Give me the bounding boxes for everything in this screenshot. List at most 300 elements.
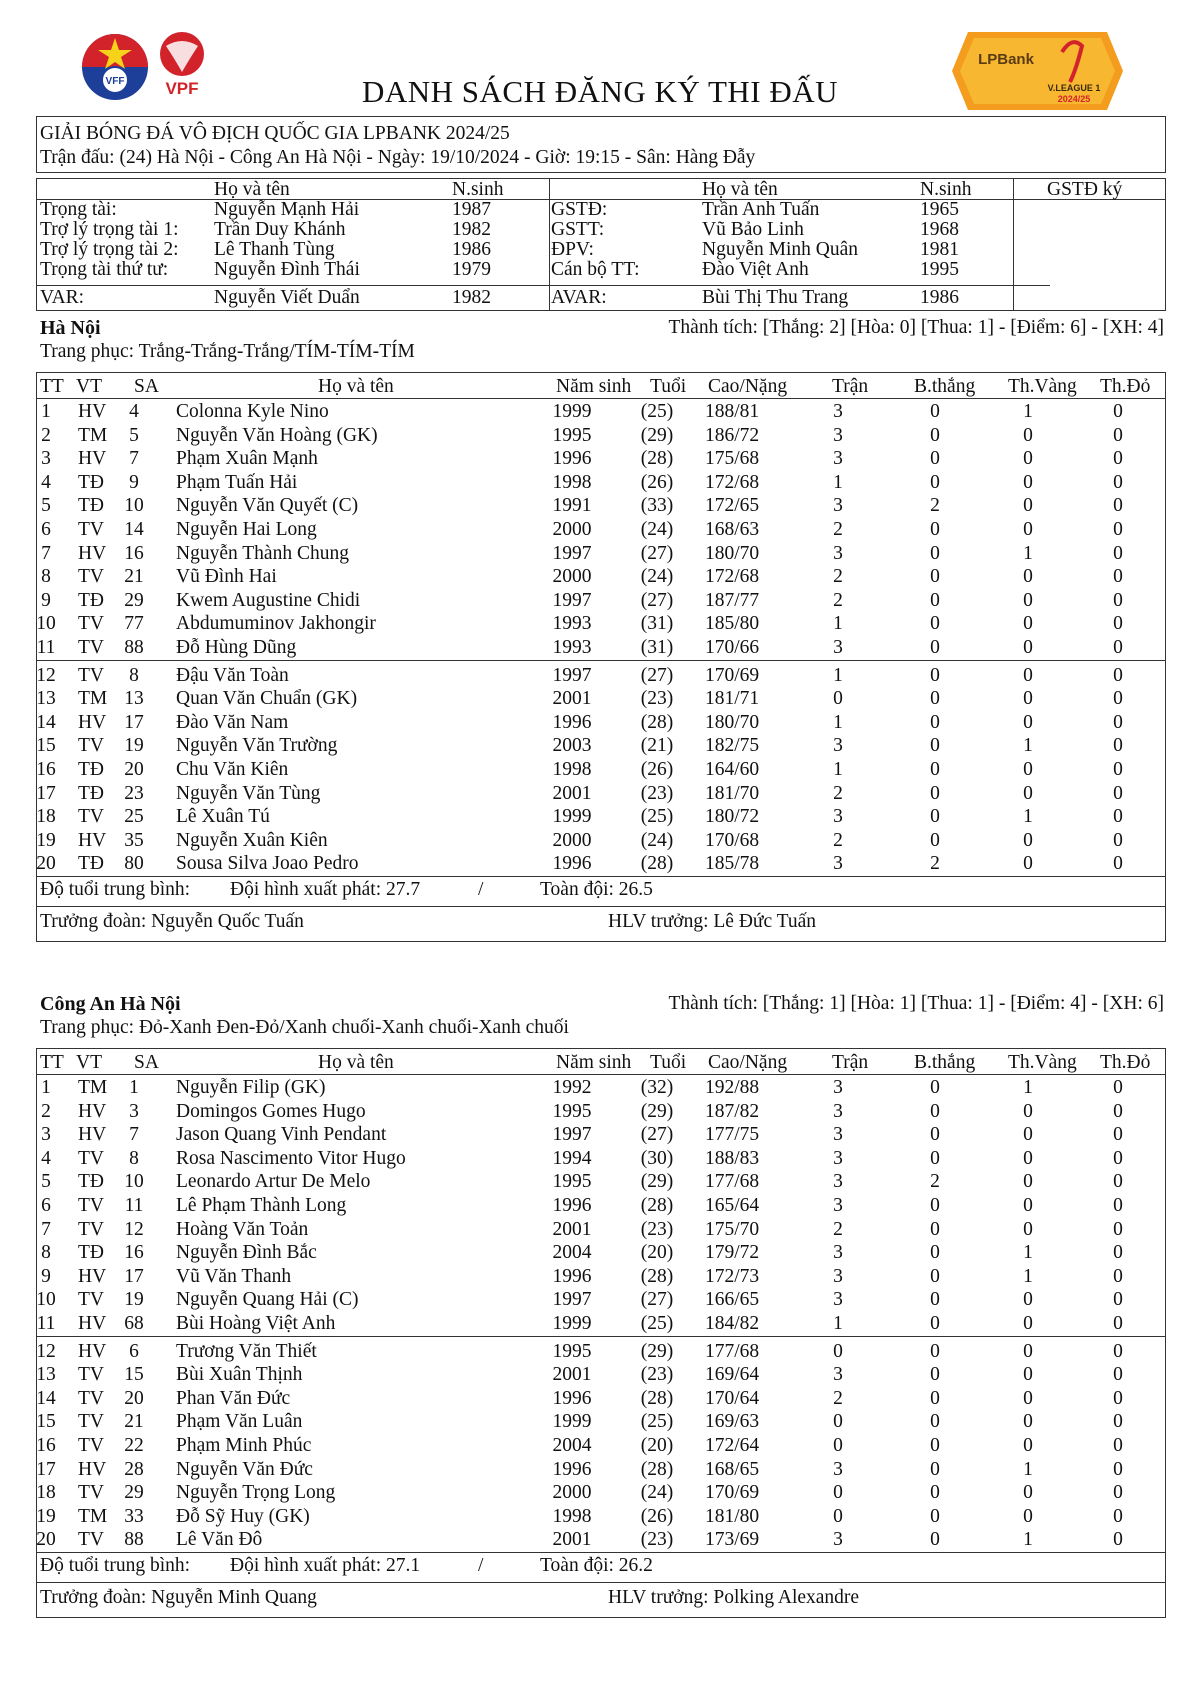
player-cell: (32) xyxy=(640,1077,674,1098)
player-cell: (25) xyxy=(640,401,674,422)
player-cell: 168/63 xyxy=(705,519,760,540)
player-cell: 1996 xyxy=(552,1265,592,1287)
player-cell: 1995 xyxy=(552,424,592,446)
player-cell: 0 xyxy=(1113,448,1123,470)
player-cell: 2004 xyxy=(552,1435,592,1456)
player-cell: 1 xyxy=(833,471,843,493)
official-name: Nguyễn Đình Thái xyxy=(214,259,360,280)
match-details: Trận đấu: (24) Hà Nội - Công An Hà Nội - Ngày: 19/10/2024 - Giờ: 19:15 - Sân: Hàng Đẫy xyxy=(40,147,756,168)
player-cell: Sousa Silva Joao Pedro xyxy=(176,853,359,875)
player-cell: TĐ xyxy=(78,495,104,517)
player-cell: 0 xyxy=(833,1340,843,1362)
player-cell: (29) xyxy=(640,1340,674,1362)
player-cell: 185/80 xyxy=(705,613,760,635)
player-cell: 0 xyxy=(1113,1387,1123,1409)
player-cell: 3 xyxy=(129,1100,139,1122)
player-cell: 9 xyxy=(129,471,139,493)
player-cell: 2001 xyxy=(552,782,592,804)
player-cell: Nguyễn Văn Tùng xyxy=(176,782,321,804)
player-cell: 173/69 xyxy=(705,1529,760,1551)
player-row xyxy=(0,1100,1180,1124)
player-row xyxy=(0,664,1180,688)
team-name: Hà Nội xyxy=(40,317,101,339)
player-cell: (27) xyxy=(640,1124,674,1146)
player-cell: 0 xyxy=(930,711,940,733)
player-cell: (20) xyxy=(640,1435,674,1456)
official-name: Vũ Bảo Linh xyxy=(702,219,804,240)
player-cell: 172/64 xyxy=(705,1435,760,1456)
player-cell: 2001 xyxy=(552,1364,592,1386)
player-row xyxy=(0,1410,1180,1434)
player-cell: HV xyxy=(78,1124,107,1146)
player-row xyxy=(0,1340,1180,1364)
official-year: 1965 xyxy=(920,199,959,220)
player-cell: (33) xyxy=(640,495,674,517)
player-cell: 2000 xyxy=(552,829,592,851)
player-cell: 0 xyxy=(930,1147,940,1169)
official-year: 1995 xyxy=(920,259,959,280)
player-row xyxy=(0,447,1180,471)
player-cell: TM xyxy=(78,688,108,710)
player-cell: 0 xyxy=(1113,1100,1123,1122)
column-header: Tuổi xyxy=(650,1052,687,1073)
player-cell: 2001 xyxy=(552,1218,592,1240)
player-cell: 15 xyxy=(36,1411,56,1433)
official-name: Bùi Thị Thu Trang xyxy=(702,287,849,308)
player-cell: 0 xyxy=(1023,1289,1033,1311)
player-cell: (31) xyxy=(640,613,674,635)
player-cell: Nguyễn Hai Long xyxy=(176,519,317,540)
player-cell: 1997 xyxy=(552,1289,592,1311)
player-cell: 3 xyxy=(833,1171,843,1193)
player-cell: 0 xyxy=(930,1482,940,1504)
player-cell: 0 xyxy=(1023,759,1033,780)
player-row xyxy=(0,1288,1180,1312)
officials-col-sign: GSTĐ ký xyxy=(1047,179,1123,200)
player-cell: (23) xyxy=(640,782,674,804)
player-cell: 175/68 xyxy=(705,448,760,470)
player-cell: 9 xyxy=(41,1265,51,1287)
player-cell: 0 xyxy=(1113,1364,1123,1386)
column-header: B.thắng xyxy=(914,376,976,397)
player-cell: Đỗ Hùng Dũng xyxy=(176,637,297,658)
player-cell: (28) xyxy=(640,711,674,733)
player-cell: 168/65 xyxy=(705,1458,760,1480)
player-cell: 88 xyxy=(124,637,144,658)
column-header: Th.Vàng xyxy=(1008,376,1077,397)
player-cell: 21 xyxy=(124,1411,144,1433)
player-cell: 8 xyxy=(129,1147,139,1169)
player-cell: 12 xyxy=(36,664,56,686)
player-cell: 0 xyxy=(930,1077,940,1098)
player-cell: 1998 xyxy=(552,471,592,493)
player-cell: 2 xyxy=(833,566,843,588)
player-cell: 1999 xyxy=(552,806,592,828)
official-role: ĐPV: xyxy=(551,239,594,260)
player-cell: 0 xyxy=(930,589,940,611)
player-cell: (29) xyxy=(640,1100,674,1122)
player-row xyxy=(0,1194,1180,1218)
player-cell: 0 xyxy=(1113,664,1123,686)
player-cell: TV xyxy=(78,1147,104,1169)
player-cell: 1997 xyxy=(552,1124,592,1146)
player-cell: (23) xyxy=(640,688,674,710)
player-cell: TV xyxy=(78,1364,104,1386)
player-row xyxy=(0,734,1180,758)
player-cell: 3 xyxy=(833,1195,843,1216)
player-row xyxy=(0,565,1180,589)
avg-age-starting: Đội hình xuất phát: 27.1 xyxy=(230,1555,421,1576)
player-cell: (25) xyxy=(640,1313,674,1334)
page-title: DANH SÁCH ĐĂNG KÝ THI ĐẤU xyxy=(361,74,839,109)
column-header: TT xyxy=(40,376,64,397)
player-cell: 1999 xyxy=(552,1313,592,1334)
player-cell: 4 xyxy=(41,471,51,493)
official-role: Cán bộ TT: xyxy=(551,259,640,280)
player-cell: 0 xyxy=(1113,613,1123,635)
player-cell: (28) xyxy=(640,448,674,470)
player-cell: 0 xyxy=(930,1124,940,1146)
player-cell: 0 xyxy=(930,782,940,804)
player-cell: 0 xyxy=(1023,1387,1033,1409)
column-header: Cao/Nặng xyxy=(708,1052,788,1073)
player-cell: Domingos Gomes Hugo xyxy=(176,1100,366,1122)
player-cell: (26) xyxy=(640,471,674,493)
player-cell: 10 xyxy=(36,1289,56,1311)
player-row xyxy=(0,1481,1180,1505)
team-section xyxy=(0,318,1200,978)
player-cell: 3 xyxy=(41,1124,51,1146)
player-cell: 0 xyxy=(1113,1458,1123,1480)
player-cell: 0 xyxy=(1113,1529,1123,1551)
player-cell: TM xyxy=(78,1505,108,1527)
player-cell: 0 xyxy=(1023,1147,1033,1169)
player-cell: 80 xyxy=(124,853,144,875)
svg-text:2024/25: 2024/25 xyxy=(1057,94,1091,104)
player-cell: 16 xyxy=(36,1435,56,1456)
player-cell: HV xyxy=(78,1340,107,1362)
player-cell: 18 xyxy=(36,1482,56,1504)
player-cell: 2004 xyxy=(552,1242,592,1264)
player-cell: 19 xyxy=(36,829,56,851)
player-cell: 0 xyxy=(930,806,940,828)
player-cell: 1999 xyxy=(552,401,592,422)
official-name: Lê Thanh Tùng xyxy=(214,239,335,260)
player-cell: 0 xyxy=(930,829,940,851)
player-cell: 3 xyxy=(833,1265,843,1287)
player-cell: 1 xyxy=(1023,401,1033,422)
player-cell: (28) xyxy=(640,1458,674,1480)
player-cell: Phạm Tuấn Hải xyxy=(176,471,298,493)
player-cell: 1 xyxy=(1023,542,1033,564)
player-cell: 0 xyxy=(1023,1482,1033,1504)
avg-age-label: Độ tuổi trung bình: xyxy=(40,1555,191,1576)
player-cell: 180/72 xyxy=(705,806,760,828)
player-cell: Colonna Kyle Nino xyxy=(176,401,329,422)
player-cell: 182/75 xyxy=(705,735,760,757)
player-cell: 10 xyxy=(36,613,56,635)
player-cell: 2 xyxy=(833,519,843,540)
column-header: Tuổi xyxy=(650,376,687,397)
player-cell: 0 xyxy=(930,1218,940,1240)
player-row xyxy=(0,542,1180,566)
player-row xyxy=(0,1387,1180,1411)
player-cell: Phạm Văn Luân xyxy=(176,1411,303,1433)
player-cell: TV xyxy=(78,1289,104,1311)
player-cell: 2 xyxy=(41,1100,51,1122)
player-cell: 0 xyxy=(1113,711,1123,733)
official-name: Đào Việt Anh xyxy=(702,259,809,280)
player-cell: 0 xyxy=(1023,1195,1033,1216)
official-name: Nguyễn Mạnh Hải xyxy=(214,199,360,220)
official-role: Trọng tài thứ tư: xyxy=(40,259,169,280)
player-cell: (31) xyxy=(640,637,674,658)
player-cell: 28 xyxy=(124,1458,144,1480)
head-coach: HLV trưởng: Polking Alexandre xyxy=(608,1587,860,1608)
player-cell: 1 xyxy=(833,759,843,780)
player-cell: 7 xyxy=(41,1218,51,1240)
player-cell: 0 xyxy=(1113,589,1123,611)
player-cell: 0 xyxy=(1023,424,1033,446)
player-cell: Trương Văn Thiết xyxy=(176,1340,317,1362)
player-cell: 18 xyxy=(36,806,56,828)
player-cell: 1995 xyxy=(552,1340,592,1362)
player-cell: 180/70 xyxy=(705,542,760,564)
player-cell: 20 xyxy=(36,853,56,875)
player-cell: 3 xyxy=(833,1077,843,1098)
player-cell: 17 xyxy=(124,711,144,733)
official-role: Trọng tài: xyxy=(40,199,117,220)
player-cell: 0 xyxy=(1023,1340,1033,1362)
official-year: 1979 xyxy=(452,259,491,280)
player-cell: 0 xyxy=(1023,637,1033,658)
player-row xyxy=(0,494,1180,518)
player-cell: (27) xyxy=(640,589,674,611)
player-cell: 1997 xyxy=(552,664,592,686)
avg-age-label: Độ tuổi trung bình: xyxy=(40,879,191,900)
player-cell: (29) xyxy=(640,1171,674,1193)
player-cell: 177/75 xyxy=(705,1124,760,1146)
player-cell: 170/68 xyxy=(705,829,760,851)
player-cell: 172/68 xyxy=(705,471,760,493)
player-cell: 181/70 xyxy=(705,782,760,804)
player-cell: 14 xyxy=(36,1387,56,1409)
player-cell: 1 xyxy=(833,664,843,686)
player-cell: 77 xyxy=(124,613,144,635)
official-year: 1982 xyxy=(452,219,491,240)
player-cell: (20) xyxy=(640,1242,674,1264)
player-cell: 1998 xyxy=(552,1505,592,1527)
player-cell: 0 xyxy=(1113,688,1123,710)
player-cell: 1997 xyxy=(552,542,592,564)
player-cell: Nguyễn Văn Trường xyxy=(176,735,338,757)
player-cell: 1996 xyxy=(552,1387,592,1409)
player-cell: 7 xyxy=(129,448,139,470)
team-kit: Trang phục: Trắng-Trắng-Trắng/TÍM-TÍM-TÍM xyxy=(40,341,415,362)
player-cell: 2 xyxy=(833,829,843,851)
player-row xyxy=(0,518,1180,542)
player-cell: 1999 xyxy=(552,1411,592,1433)
player-cell: 11 xyxy=(124,1195,144,1216)
player-cell: 0 xyxy=(1113,1313,1123,1334)
player-cell: 0 xyxy=(1023,1411,1033,1433)
official-year: 1986 xyxy=(920,287,959,308)
player-row xyxy=(0,1170,1180,1194)
player-cell: 3 xyxy=(833,1458,843,1480)
player-cell: 14 xyxy=(36,711,56,733)
player-cell: Nguyễn Trọng Long xyxy=(176,1482,336,1504)
official-year: 1987 xyxy=(452,199,491,220)
player-cell: 188/81 xyxy=(705,401,760,422)
player-cell: 4 xyxy=(41,1147,51,1169)
player-cell: TV xyxy=(78,735,104,757)
player-row xyxy=(0,1458,1180,1482)
player-cell: Jason Quang Vinh Pendant xyxy=(176,1124,387,1146)
player-cell: Lê Phạm Thành Long xyxy=(176,1195,347,1216)
player-cell: HV xyxy=(78,829,107,851)
player-cell: 10 xyxy=(124,495,144,517)
player-cell: TV xyxy=(78,1411,104,1433)
official-year: 1981 xyxy=(920,239,959,260)
player-cell: (26) xyxy=(640,1505,674,1527)
player-cell: 15 xyxy=(36,735,56,757)
player-cell: 3 xyxy=(833,637,843,658)
player-cell: 1 xyxy=(41,1077,51,1098)
player-cell: Phạm Xuân Mạnh xyxy=(176,448,318,470)
player-cell: Abdumuminov Jakhongir xyxy=(176,613,376,635)
player-cell: 15 xyxy=(124,1364,144,1386)
official-year: 1982 xyxy=(452,287,491,308)
player-cell: 20 xyxy=(36,1529,56,1551)
player-cell: 1 xyxy=(1023,1458,1033,1480)
player-cell: 0 xyxy=(1023,471,1033,493)
player-cell: HV xyxy=(78,448,107,470)
player-cell: Nguyễn Văn Đức xyxy=(176,1458,313,1480)
player-cell: 20 xyxy=(124,1387,144,1409)
player-cell: 0 xyxy=(930,1100,940,1122)
player-row xyxy=(0,400,1180,424)
player-cell: 3 xyxy=(833,1242,843,1264)
player-cell: 16 xyxy=(124,542,144,564)
team-manager: Trưởng đoàn: Nguyễn Quốc Tuấn xyxy=(40,911,304,932)
player-cell: 0 xyxy=(1113,1077,1123,1098)
player-cell: 1998 xyxy=(552,759,592,780)
player-cell: (27) xyxy=(640,1289,674,1311)
player-cell: 187/77 xyxy=(705,589,760,611)
avg-age-starting: Đội hình xuất phát: 27.7 xyxy=(230,879,421,900)
player-cell: 1 xyxy=(1023,1077,1033,1098)
player-cell: TĐ xyxy=(78,1242,104,1264)
player-cell: 172/68 xyxy=(705,566,760,588)
player-cell: 19 xyxy=(36,1505,56,1527)
player-cell: 0 xyxy=(1023,1171,1033,1193)
player-cell: 0 xyxy=(1113,782,1123,804)
player-cell: 13 xyxy=(36,688,56,710)
player-cell: 2000 xyxy=(552,1482,592,1504)
official-role: GSTT: xyxy=(551,219,605,240)
player-cell: 8 xyxy=(129,664,139,686)
player-cell: 0 xyxy=(930,1195,940,1216)
player-cell: 0 xyxy=(1113,1171,1123,1193)
player-cell: TV xyxy=(78,1195,104,1216)
player-cell: 3 xyxy=(833,1124,843,1146)
player-cell: TV xyxy=(78,613,104,635)
officials-col-year-left: N.sinh xyxy=(452,179,504,200)
player-cell: 5 xyxy=(129,424,139,446)
player-cell: 3 xyxy=(833,1364,843,1386)
player-cell: 0 xyxy=(930,1364,940,1386)
player-cell: 0 xyxy=(833,1411,843,1433)
player-cell: 16 xyxy=(124,1242,144,1264)
player-cell: 6 xyxy=(129,1340,139,1362)
player-cell: 164/60 xyxy=(705,759,760,780)
player-cell: 0 xyxy=(930,1289,940,1311)
column-header: Trận xyxy=(832,376,869,397)
player-cell: 0 xyxy=(930,448,940,470)
player-cell: 166/65 xyxy=(705,1289,760,1311)
player-cell: HV xyxy=(78,1100,107,1122)
player-cell: (23) xyxy=(640,1364,674,1386)
player-cell: 2001 xyxy=(552,1529,592,1551)
player-cell: 1992 xyxy=(552,1077,592,1098)
player-cell: 3 xyxy=(833,1100,843,1122)
svg-text:VPF: VPF xyxy=(165,79,199,98)
player-cell: 192/88 xyxy=(705,1077,760,1098)
player-cell: 6 xyxy=(41,519,51,540)
column-header: SA xyxy=(134,376,159,397)
player-cell: 0 xyxy=(1023,664,1033,686)
player-cell: 0 xyxy=(1023,1505,1033,1527)
player-cell: 3 xyxy=(833,1289,843,1311)
player-cell: 0 xyxy=(930,1411,940,1433)
player-cell: 3 xyxy=(833,448,843,470)
player-cell: TV xyxy=(78,664,104,686)
player-cell: 0 xyxy=(1113,1242,1123,1264)
player-cell: 2003 xyxy=(552,735,592,757)
player-cell: 0 xyxy=(1113,1147,1123,1169)
player-cell: Bùi Xuân Thịnh xyxy=(176,1364,303,1386)
player-cell: 1994 xyxy=(552,1147,592,1169)
player-row xyxy=(0,711,1180,735)
player-cell: 0 xyxy=(1113,829,1123,851)
player-cell: 7 xyxy=(41,542,51,564)
player-cell: 0 xyxy=(1113,519,1123,540)
official-role: Trợ lý trọng tài 1: xyxy=(40,219,179,240)
player-row xyxy=(0,1241,1180,1265)
player-cell: 13 xyxy=(124,688,144,710)
player-cell: 0 xyxy=(1113,401,1123,422)
player-cell: 2 xyxy=(833,589,843,611)
competition-name: GIẢI BÓNG ĐÁ VÔ ĐỊCH QUỐC GIA LPBANK 2024/25 xyxy=(40,123,510,144)
avg-age-slash: / xyxy=(478,1555,484,1576)
player-cell: 0 xyxy=(833,1482,843,1504)
player-cell: (29) xyxy=(640,424,674,446)
player-cell: 1 xyxy=(1023,1242,1033,1264)
player-row xyxy=(0,1147,1180,1171)
player-cell: 1995 xyxy=(552,1100,592,1122)
player-cell: 0 xyxy=(1023,589,1033,611)
player-cell: 0 xyxy=(1113,1289,1123,1311)
player-row xyxy=(0,424,1180,448)
player-cell: 169/63 xyxy=(705,1411,760,1433)
player-cell: 0 xyxy=(1113,759,1123,780)
avg-age-all: Toàn đội: 26.2 xyxy=(540,1555,653,1576)
player-cell: Nguyễn Đình Bắc xyxy=(176,1242,317,1264)
player-cell: 5 xyxy=(41,1171,51,1193)
player-cell: 0 xyxy=(930,1458,940,1480)
avg-age-all: Toàn đội: 26.5 xyxy=(540,879,653,900)
player-cell: Phạm Minh Phúc xyxy=(176,1435,312,1456)
